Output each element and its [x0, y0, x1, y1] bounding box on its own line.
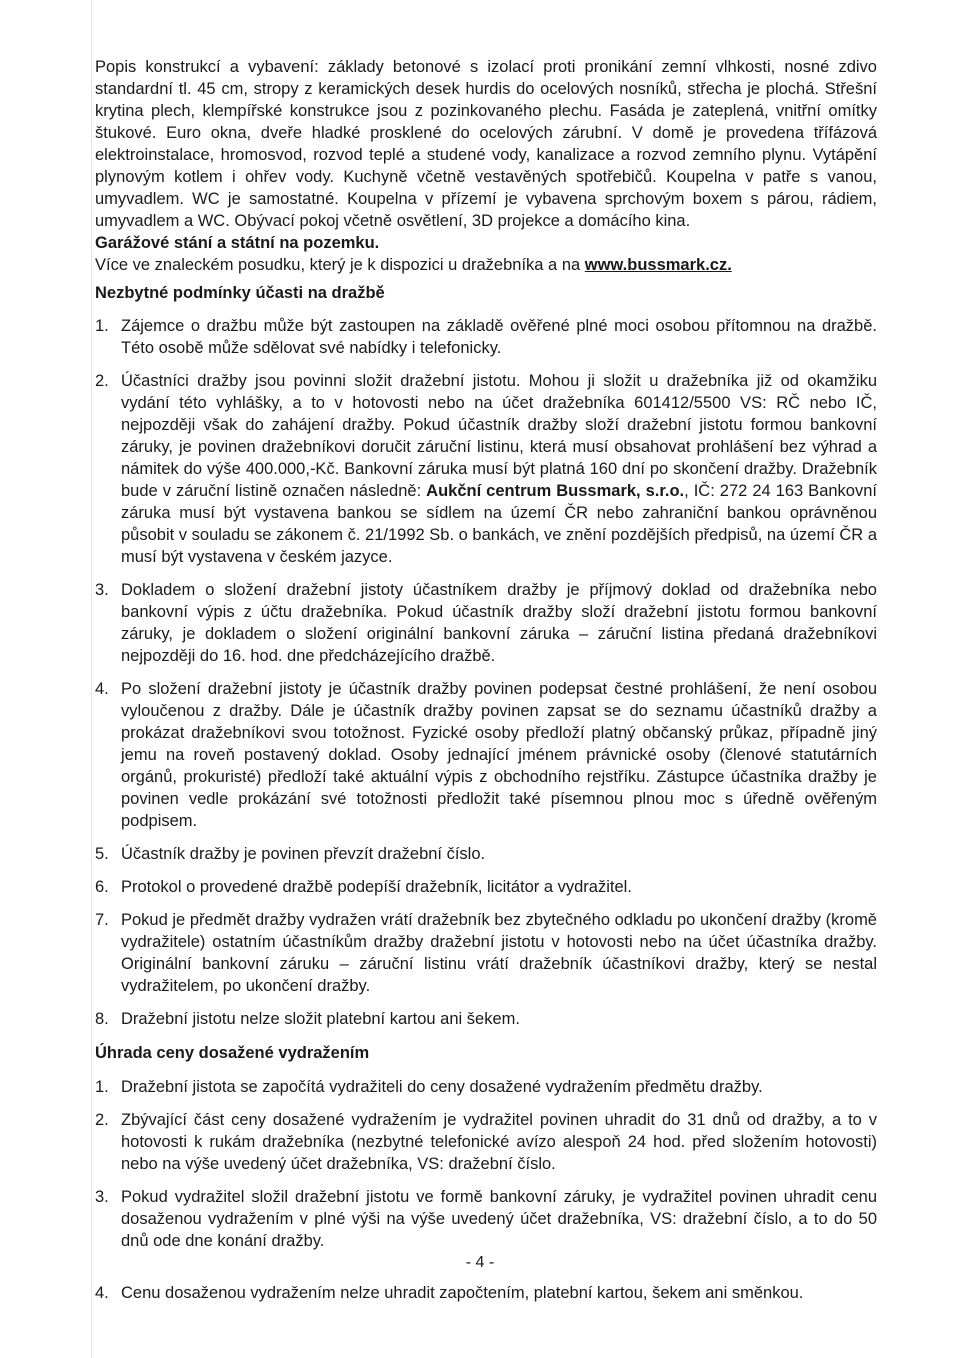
payment-item	[95, 1186, 877, 1252]
condition-item	[95, 876, 877, 898]
item-number: 3.	[95, 581, 109, 599]
payment-item	[95, 1076, 877, 1098]
item-text: Protokol o provedené dražbě podepíší dražebník, licitátor a vydražitel.	[121, 878, 632, 896]
item-text: Zbývající část ceny dosažené vydražením je vydražitel povinen uhradit do 31 dnů od dražby, a to v hotovosti k rukám dražebníka (nezbytné telefonické avízo alespoň 24 hod. před složením hotovosti) nebo na výše uvedený účet dražebníka, VS: dražební číslo.	[121, 1111, 877, 1173]
item-text: Pokud je předmět dražby vydražen vrátí dražebník bez zbytečného odkladu po ukončení dražby (kromě vydražitele) ostatním účastníkům dražby dražební jistotu v hotovosti nebo na účet účastníka dražby. Originální bankovní záruku – záruční listinu vrátí dražebník účastníkovi dražby, který se nestal vydražitelem, po ukončení dražby.	[121, 911, 877, 995]
expert-report-note	[95, 254, 877, 276]
item-text: Cenu dosaženou vydražením nelze uhradit započtením, platební kartou, šekem ani směnkou.	[121, 1284, 804, 1302]
item-number: 6.	[95, 878, 109, 896]
conditions-heading: Nezbytné podmínky účasti na dražbě	[95, 284, 385, 302]
auction-center-name: Aukční centrum Bussmark, s.r.o.	[426, 482, 685, 500]
item-text-continued: , IČ: 272 24 163 Bankovní záruka musí být vystavena bankou se sídlem na území ČR nebo zahraniční bankou oprávněnou působit v souladu se zákonem č. 21/1992 Sb. o bankách, ve znění pozdějších předpisů, na území ČR a musí být vystavena v českém jazyce.	[121, 482, 877, 566]
item-text: Dražební jistota se započítá vydražiteli do ceny dosažené vydražením předmětu dražby.	[121, 1078, 763, 1096]
item-text: Dražební jistotu nelze složit platební kartou ani šekem.	[121, 1010, 520, 1028]
bussmark-link[interactable]: www.bussmark.cz.	[584, 256, 732, 274]
item-text: Po složení dražební jistoty je účastník dražby povinen podepsat čestné prohlášení, že není osobou vyloučenou z dražby. Dále je účastník dražby povinen zapsat se do seznamu účastníků dražby a prokázat dražebníkovi svou totožnost. Fyzické osoby předloží platný občanský průkaz, případně jiný jemu na roveň postavený doklad. Osoby jednající jménem právnické osoby (členové statutárních orgánů, prokuristé) předloží také aktuální výpis z obchodního rejstříku. Zástupce účastníka dražby je povinen vedle prokázání své totožnosti předložit také písemnou plnou moc s úředně ověřeným podpisem.	[121, 680, 877, 830]
condition-item	[95, 315, 877, 359]
description-paragraph: Popis konstrukcí a vybavení: základy betonové s izolací proti pronikání zemní vlhkosti, nosné zdivo standardní tl. 45 cm, stropy z keramických desek hurdis do ocelových nosníků, střecha je plochá. Střešní krytina plech, klempířské konstrukce jsou z pozinkovaného plechu. Fasáda je zateplená, vnitřní omítky štukové. Euro okna, dveře hladké prosklené do ocelových zárubní. V domě je provedena třífázová elektroinstalace, hromosvod, rozvod teplé a studené vody, kanalizace a rozvod zemního plynu. Vytápění plynovým kotlem i ohřev vody. Kuchyně včetně vestavěných spotřebičů. Koupelna v patře s vanou, umyvadlem. WC je samostatné. Koupelna v přízemí je vybavena sprchovým boxem s párou, rádiem, umyvadlem a WC. Obývací pokoj včetně osvětlení, 3D projekce a domácího kina.	[95, 58, 877, 230]
condition-item	[95, 909, 877, 997]
condition-item	[95, 370, 877, 568]
item-text: Dokladem o složení dražební jistoty účastníkem dražby je příjmový doklad od dražebníka nebo bankovní výpis z účtu dražebníka. Pokud účastník dražby složí dražební jistotu formou bankovní záruky, je dokladem o složení originální bankovní záruka – záruční listina předaná dražebníkovi nejpozději do 16. hod. dne předcházejícího dražbě.	[121, 581, 877, 665]
expert-report-text: Více ve znaleckém posudku, který je k dispozici u dražebníka a na	[95, 256, 585, 274]
item-number: 5.	[95, 845, 109, 863]
conditions-list	[95, 315, 877, 1030]
item-number: 1.	[95, 1078, 109, 1096]
item-text: Zájemce o dražbu může být zastoupen na základě ověřené plné moci osobou přítomnou na dražbě. Této osobě může sdělovat své nabídky i telefonicky.	[121, 317, 877, 357]
page-number: - 4 -	[465, 1254, 495, 1271]
item-number: 2.	[95, 372, 109, 390]
scan-edge-line	[91, 0, 92, 1358]
item-number: 4.	[95, 680, 109, 698]
condition-item	[95, 1008, 877, 1030]
item-number: 1.	[95, 317, 109, 335]
payment-heading: Úhrada ceny dosažené vydražením	[95, 1044, 370, 1062]
garage-note: Garážové stání a státní na pozemku.	[95, 234, 380, 252]
item-number: 7.	[95, 911, 109, 929]
condition-item	[95, 678, 877, 832]
item-text: Účastník dražby je povinen převzít dražební číslo.	[121, 845, 486, 863]
property-description	[95, 56, 877, 276]
item-text: Účastníci dražby jsou povinni složit dražební jistotu. Mohou ji složit u dražebníka již od okamžiku vydání této vyhlášky, a to v hotovosti nebo na účet dražebníka 601412/5500 VS: RČ nebo IČ, nejpozději však do zahájení dražby. Pokud účastník dražby složí dražební jistotu formou bankovní záruky, je povinen dražebníkovi doručit záruční listinu, která musí obsahovat prohlášení bez výhrad a námitek do výše 400.000,-Kč. Bankovní záruka musí být platná 160 dní po skončení dražby. Dražebník bude v záruční listině označen následně:	[121, 372, 877, 500]
condition-item	[95, 843, 877, 865]
item-number: 8.	[95, 1010, 109, 1028]
item-number: 4.	[95, 1284, 109, 1302]
item-number: 2.	[95, 1111, 109, 1129]
condition-item	[95, 579, 877, 667]
payment-item	[95, 1282, 877, 1304]
item-number: 3.	[95, 1188, 109, 1206]
document-body	[95, 56, 877, 1315]
item-text: Pokud vydražitel složil dražební jistotu ve formě bankovní záruky, je vydražitel povinen uhradit cenu dosaženou vydražením v plné výši na výše uvedený účet dražebníka, VS: dražební číslo, a to do 50 dnů ode dne konání dražby.	[121, 1188, 877, 1250]
payment-item	[95, 1109, 877, 1175]
